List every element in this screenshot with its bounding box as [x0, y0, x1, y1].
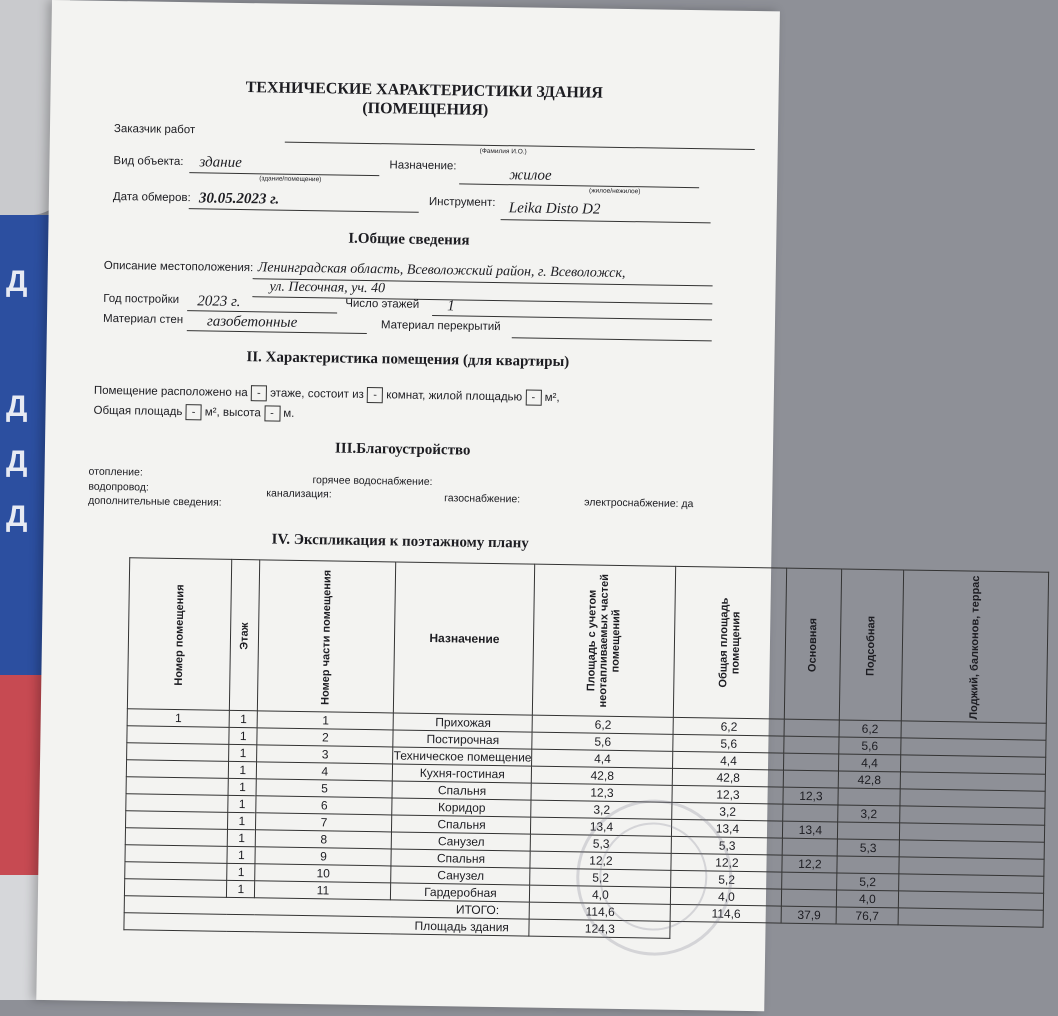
- table-cell: 12,3: [783, 787, 838, 805]
- section1-title: I.Общие сведения: [348, 230, 470, 249]
- table-cell: 6: [256, 796, 392, 815]
- table-cell: 7: [256, 813, 392, 832]
- table-cell: [126, 794, 229, 813]
- customer-hint: (Фамилия И.О.): [479, 147, 527, 156]
- table-cell: 42,8: [839, 771, 900, 789]
- table-cell: Санузел: [391, 866, 530, 885]
- apt-living-box: -: [525, 389, 541, 405]
- heating-label: отопление:: [88, 465, 143, 479]
- table-cell: 1: [228, 795, 256, 812]
- total-cell: [898, 908, 1043, 927]
- section2-line2: [93, 403, 294, 422]
- table-cell: 5,3: [838, 839, 899, 857]
- apt-rooms-text: этаже, состоит из: [270, 387, 364, 401]
- hot-water-label: горячее водоснабжение:: [312, 474, 433, 489]
- floors-value: 1: [447, 298, 455, 315]
- header-purpose: Назначение: [394, 562, 535, 715]
- year-value: 2023 г.: [197, 293, 241, 310]
- table-cell: Санузел: [392, 832, 531, 851]
- header-total-area: Общая площадь помещения: [674, 566, 787, 719]
- extra-label: дополнительные сведения:: [88, 494, 222, 509]
- section2-title: II. Характеристика помещения (для квартиры): [246, 349, 570, 371]
- table-cell: Коридор: [392, 798, 531, 817]
- table-cell: 5: [256, 779, 392, 798]
- location-value-1: Ленинградская область, Всеволожский район, г. Всеволожск,: [257, 260, 626, 282]
- ceiling-label: Материал перекрытий: [380, 319, 501, 334]
- table-cell: 6,2: [839, 720, 900, 738]
- table-cell: [127, 743, 230, 762]
- table-cell: 5,3: [531, 834, 672, 853]
- object-label: Вид объекта:: [113, 154, 184, 169]
- table-cell: [782, 889, 837, 907]
- apt-living-text: комнат, жилой площадью: [386, 389, 523, 404]
- table-cell: 4,4: [673, 751, 784, 770]
- table-cell: [126, 777, 229, 796]
- year-label: Год постройки: [103, 292, 180, 307]
- table-cell: Кухня-гостиная: [393, 764, 532, 783]
- table-cell: 5,3: [672, 836, 783, 855]
- walls-value: газобетонные: [206, 313, 298, 331]
- doc-title-line1: ТЕХНИЧЕСКИЕ ХАРАКТЕРИСТИКИ ЗДАНИЯ: [245, 79, 603, 102]
- table-header-row: [127, 558, 1048, 723]
- table-cell: 12,2: [671, 853, 782, 872]
- electricity-label: электроснабжение: да: [584, 496, 694, 511]
- table-cell: 1: [227, 829, 255, 846]
- table-cell: 1: [228, 812, 256, 829]
- header-floor: Этаж: [230, 559, 261, 710]
- table-cell: 5,2: [530, 868, 671, 887]
- table-cell: 12,2: [530, 851, 671, 870]
- apt-living-unit: м²,: [544, 391, 560, 405]
- apt-total-box: -: [185, 404, 201, 420]
- table-cell: 3,2: [838, 805, 899, 823]
- table-cell: 4,4: [839, 754, 900, 772]
- table-cell: 5,6: [673, 734, 784, 753]
- table-cell: Прихожая: [394, 713, 533, 732]
- table-cell: 1: [229, 761, 257, 778]
- table-cell: [783, 838, 838, 856]
- table-cell: 3,2: [672, 802, 783, 821]
- table-cell: 4,0: [671, 887, 782, 906]
- sewer-label: канализация:: [266, 487, 332, 501]
- table-cell: 1: [227, 863, 255, 880]
- background-poster: Д Д Д Д: [0, 215, 130, 675]
- section3-title: III.Благоустройство: [334, 440, 471, 459]
- object-hint: (здание/помещение): [259, 175, 322, 184]
- header-auxiliary: Подсобная: [840, 569, 904, 721]
- table-cell: [784, 770, 839, 788]
- table-cell: Спальня: [392, 815, 531, 834]
- purpose-hint: (жилое/нежилое): [589, 187, 641, 196]
- date-label: Дата обмеров:: [112, 190, 191, 205]
- table-cell: 12,2: [782, 855, 837, 873]
- table-cell: 13,4: [531, 817, 672, 836]
- table-cell: [125, 845, 228, 864]
- table-cell: 12,3: [672, 785, 783, 804]
- table-cell: 4: [257, 762, 393, 781]
- apt-total-text: Общая площадь: [93, 404, 183, 419]
- table-cell: 1: [227, 846, 255, 863]
- table-cell: [126, 760, 229, 779]
- table-cell: 4,4: [532, 749, 673, 768]
- customer-label: Заказчик работ: [113, 122, 196, 137]
- apt-height-box: -: [264, 405, 280, 421]
- building-area-label: Площадь здания: [124, 913, 530, 936]
- table-cell: Спальня: [391, 849, 530, 868]
- walls-label: Материал стен: [102, 312, 184, 327]
- table-cell: Техническое помещение: [393, 748, 532, 765]
- header-loggias: Лоджий, балконов, террас: [901, 570, 1048, 723]
- section2-line1: [94, 383, 560, 406]
- header-area-unheated: Площадь с учетом неотапливаемых частей помещений: [533, 564, 676, 717]
- table-cell: 42,8: [673, 768, 784, 787]
- apt-height-text: м², высота: [204, 406, 261, 420]
- table-cell: 2: [257, 728, 393, 747]
- table-cell: 42,8: [532, 766, 673, 785]
- table-cell: 13,4: [672, 819, 783, 838]
- table-cell: Гардеробная: [391, 883, 530, 902]
- table-cell: 13,4: [783, 821, 838, 839]
- total-cell: 114,6: [529, 902, 670, 921]
- table-cell: 12,3: [531, 783, 672, 802]
- table-cell: Спальня: [392, 781, 531, 800]
- table-cell: 1: [229, 710, 257, 727]
- table-cell: 3: [257, 745, 393, 764]
- table-cell: 1: [228, 778, 256, 795]
- floors-label: Число этажей: [345, 297, 420, 311]
- table-cell: 5,2: [671, 870, 782, 889]
- location-label: Описание местоположения:: [103, 259, 254, 275]
- table-cell: 1: [229, 727, 257, 744]
- table-cell: 4,0: [837, 890, 898, 908]
- location-value-2: ул. Песочная, уч. 40: [269, 279, 386, 297]
- header-main: Основная: [785, 568, 842, 720]
- table-cell: 5,6: [532, 732, 673, 751]
- section4-title: IV. Экспликация к поэтажному плану: [271, 531, 529, 552]
- table-cell: [782, 872, 837, 890]
- table-cell: 6,2: [532, 715, 673, 734]
- total-label: ИТОГО:: [124, 896, 530, 919]
- table-cell: [126, 811, 229, 830]
- apt-floor-text: Помещение расположено на: [93, 384, 248, 400]
- total-cell: 37,9: [781, 906, 836, 924]
- table-cell: 1: [257, 711, 393, 730]
- table-cell: [784, 719, 839, 737]
- object-value: здание: [199, 154, 242, 172]
- table-cell: 6,2: [673, 717, 784, 736]
- table-cell: [838, 822, 899, 840]
- table-cell: 10: [255, 864, 391, 883]
- purpose-value: жилое: [509, 167, 552, 184]
- table-cell: [837, 856, 898, 874]
- purpose-label: Назначение:: [389, 159, 457, 173]
- building-area-value: 124,3: [529, 919, 670, 938]
- table-cell: 11: [255, 881, 391, 900]
- total-cell: 76,7: [836, 907, 897, 925]
- tool-value: Leika Disto D2: [508, 200, 601, 218]
- apt-height-unit: м.: [283, 407, 295, 420]
- gas-label: газоснабжение:: [444, 492, 521, 506]
- water-label: водопровод:: [88, 480, 149, 494]
- header-part-number: Номер части помещения: [258, 560, 396, 713]
- table-cell: 5,6: [839, 737, 900, 755]
- table-cell: [838, 788, 899, 806]
- table-cell: 8: [256, 830, 392, 849]
- table-cell: [784, 753, 839, 771]
- table-cell: 9: [255, 847, 391, 866]
- table-cell: [127, 726, 230, 745]
- table-cell: [784, 736, 839, 754]
- table-cell: [783, 804, 838, 822]
- table-cell: 1: [227, 880, 255, 897]
- table-cell: 1: [229, 744, 257, 761]
- table-cell: [125, 862, 228, 881]
- header-room-number: Номер помещения: [127, 558, 232, 711]
- table-cell: 4,0: [530, 885, 671, 904]
- doc-title-line2: (ПОМЕЩЕНИЯ): [362, 99, 489, 119]
- apt-floor-box: -: [251, 385, 267, 401]
- total-cell: 114,6: [670, 904, 781, 923]
- table-cell: [125, 828, 228, 847]
- table-cell: 5,2: [837, 873, 898, 891]
- table-cell: 3,2: [531, 800, 672, 819]
- document-sheet: [36, 0, 982, 1011]
- table-cell: Постирочная: [393, 730, 532, 749]
- apt-rooms-box: -: [367, 387, 383, 403]
- table-cell: 1: [127, 709, 230, 728]
- tool-label: Инструмент:: [428, 195, 496, 209]
- table-cell: [124, 879, 227, 898]
- date-value: 30.05.2023 г.: [198, 190, 280, 208]
